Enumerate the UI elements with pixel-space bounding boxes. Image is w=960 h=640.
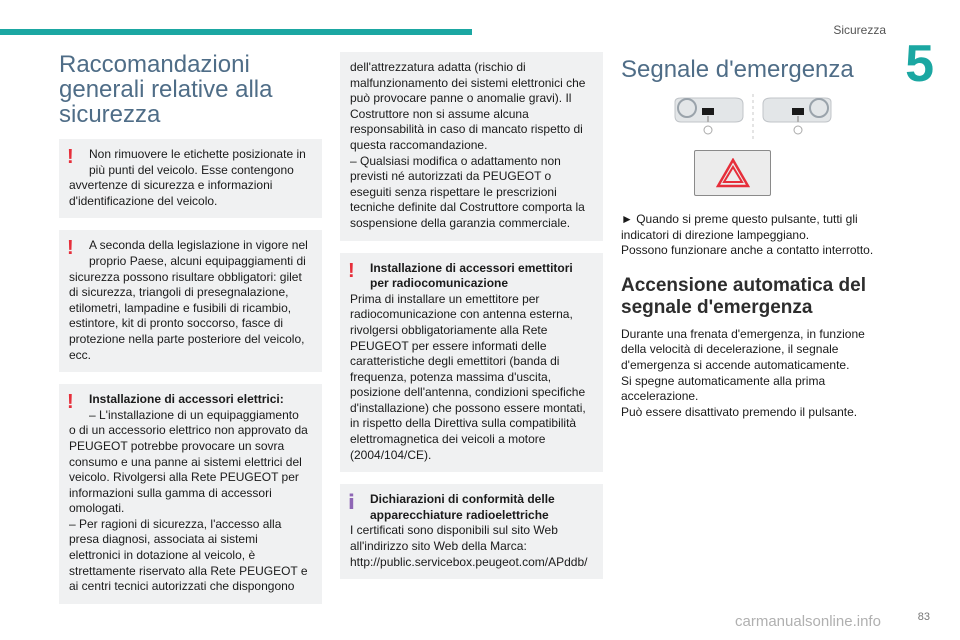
info-box-conformity: [340, 484, 603, 579]
auto-hazard-subtitle: Accensione automatica del segnale d'emergenza: [621, 274, 866, 318]
column-right: [621, 52, 876, 422]
column-left: [59, 52, 322, 616]
page-number: 83: [917, 611, 930, 623]
box-text-first: A seconda della legislazione in vigore nel proprio Paese, alcuni equipaggiamenti di: [89, 238, 308, 268]
exclamation-icon: !: [67, 391, 74, 414]
box-text: sicurezza possono risultare obbligatori: gilet di sicurezza, triangoli di presegnalazione, etilometri, lampadine e fusibili di ricambio, estintore, kit di pronto soccorso, fasce di protezione nella parte posteriore del veicolo, ecc.: [69, 269, 305, 362]
warning-box-radio-emitters: [340, 253, 603, 473]
hazard-triangle-icon: [716, 158, 750, 188]
box-text-first: Non rimuovere le etichette posizionate in più punti del veicolo. Esse contengono: [89, 147, 306, 177]
box-text: o di un accessorio elettrico non approvato da PEUGEOT potrebbe provocare un sovra consumo e una panne ai sistemi elettrici del veicolo. Rivolgersi alla Rete PEUGEOT per informazioni sulla gamma di accessori omologati. – Per ragioni di sicurezza, l'accesso alla presa diagnosi, associata ai sistemi elettronici in dotazione al veicolo, è strettamente riservato alla Rete PEUGEOT e ai centri tecnici autorizzati che dispongono: [69, 423, 308, 594]
box-text: avvertenze di sicurezza e informazioni d'identificazione del veicolo.: [69, 178, 273, 208]
box-heading: Installazione di accessori elettrici:: [89, 392, 284, 407]
box-heading: Installazione di accessori emettitori per radiocomunicazione: [370, 260, 573, 291]
warning-box-electrical-accessories: [59, 384, 322, 604]
steering-wheel-icon: [673, 94, 833, 142]
auto-hazard-description: Durante una frenata d'emergenza, in funzione della velocità di decelerazione, il segnale d'emergenza si accende automaticamente. Si spegne automaticamente alla prima accelerazione. Può essere disattivato premendo il pulsante.: [621, 326, 865, 419]
hazard-description: ► Quando si preme questo pulsante, tutti gli indicatori di direzione lampeggiano. Possono funzionare anche a contatto interrotto.: [621, 212, 874, 258]
box-text: Prima di installare un emettitore per radiocomunicazione con antenna esterna, rivolgersi obbligatoriamente alla Rete PEUGEOT per essere informati delle caratteristiche degli emettitori (banda di frequenza, potenza massima d'uscita, posizione dell'antenna, condizioni specifiche d'installazione) che possono essere montati, in rispetto della Direttiva sulla compatibilità elettromagnetica dei veicoli a motore (2004/104/CE).: [350, 291, 586, 462]
box-text-first: – L'installazione di un equipaggiamento: [89, 407, 299, 422]
info-icon: i: [348, 490, 355, 515]
top-accent-bar: [0, 29, 472, 35]
box-text: dell'attrezzatura adatta (rischio di malfunzionamento dei sistemi elettronici che può provocare panne o anomalie gravi). Il Costruttore non si assume alcuna responsabilità in caso di mancato rispetto di questa raccomandazione. – Qualsiasi modifica o adattamento non previsti né autorizzati da PEUGEOT o eseguiti senza rispettare le prescrizioni tecniche definite dal Costruttore comporta la sospensione della garanzia commerciale.: [350, 60, 586, 230]
exclamation-icon: !: [67, 146, 74, 168]
section-name: Sicurezza: [833, 23, 886, 37]
section-title: Raccomandazioni generali relative alla sicurezza: [59, 51, 273, 128]
exclamation-icon: !: [67, 237, 74, 260]
warning-box-equipment: [59, 230, 322, 372]
dashboard-illustration: [673, 94, 833, 142]
hazard-button: [694, 150, 771, 196]
column-middle: [340, 52, 603, 591]
chapter-number: 5: [905, 35, 934, 93]
hazard-title: Segnale d'emergenza: [621, 56, 854, 83]
box-text: I certificati sono disponibili sul sito Web all'indirizzo sito Web della Marca: http://public.servicebox.peugeot.com/APddb/: [350, 523, 588, 569]
warning-box-labels: [59, 139, 322, 218]
continued-box: [340, 52, 603, 241]
watermark: carmanualsonline.info: [735, 613, 881, 630]
exclamation-icon: !: [348, 259, 355, 282]
box-heading: Dichiarazioni di conformità delle apparecchiature radioelettriche: [370, 492, 555, 522]
